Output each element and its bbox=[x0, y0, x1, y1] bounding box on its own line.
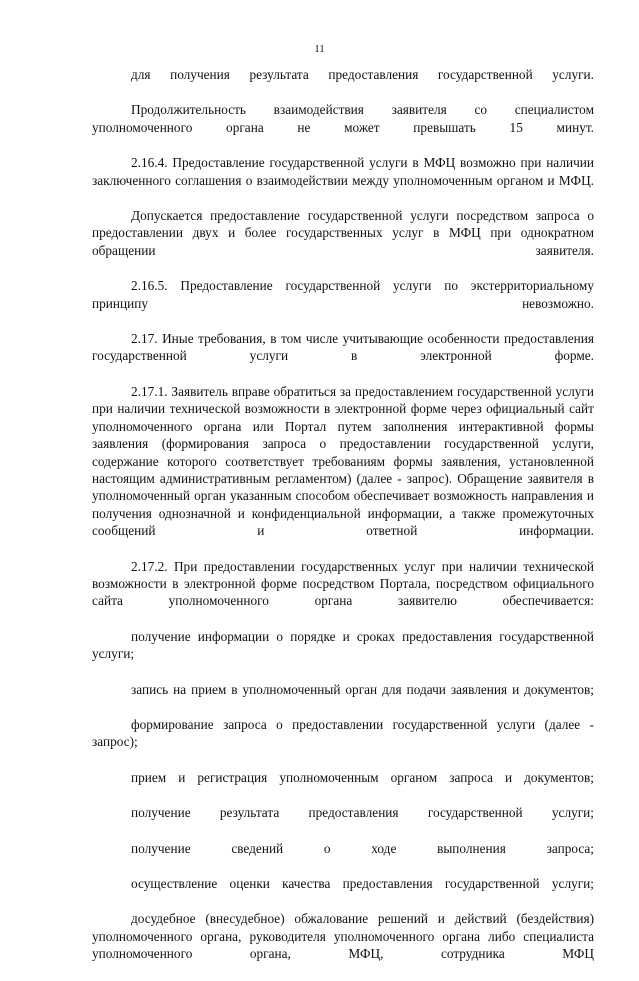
list-item: формирование запроса о предоставлении государственной услуги (далее - запрос); bbox=[92, 716, 594, 750]
list-item: запись на прием в уполномоченный орган для подачи заявления и документов; bbox=[131, 681, 594, 697]
paragraph: 2.17.2. При предоставлении государственных услуг при наличии технической возможности в электронной форме посредством Портала, посредством официального сайта уполномоченного органа заявителю обеспечивается: bbox=[92, 558, 594, 609]
paragraph: 2.17. Иные требования, в том числе учитывающие особенности предоставления государственной услуги в электронной форме. bbox=[92, 331, 594, 364]
list-item: получение сведений о ходе выполнения запроса; bbox=[131, 840, 594, 856]
list-item: получение результата предоставления государственной услуги; bbox=[131, 805, 594, 821]
paragraph: 2.16.5. Предоставление государственной услуги по экстерриториальному принципу невозможно. bbox=[92, 278, 594, 311]
paragraph: 2.16.4. Предоставление государственной услуги в МФЦ возможно при наличии заключенного соглашения о взаимодействии между уполномоченным органом и МФЦ. bbox=[92, 155, 594, 188]
page-number: 11 bbox=[314, 43, 325, 55]
list-item: осуществление оценки качества предоставления государственной услуги; bbox=[131, 876, 594, 891]
paragraph: Допускается предоставление государственной услуги посредством запроса о предоставлении двух и более государственных услуг в МФЦ при однократном обращении заявителя. bbox=[92, 208, 594, 258]
paragraph: Продолжительность взаимодействия заявителя со специалистом уполномоченного органа не может превышать 15 минут. bbox=[92, 102, 594, 135]
list-item: получение информации о порядке и сроках предоставления государственной услуги; bbox=[92, 628, 594, 662]
paragraph: для получения результата предоставления государственной услуги. bbox=[131, 67, 594, 82]
paragraph: 2.17.1. Заявитель вправе обратиться за предоставлением государственной услуги при наличии технической возможности в электронной форме через официальный сайт уполномоченного органа или Портал путем заполнения интерактивной формы заявления (формирования запроса о предоставлении государственной услуги, содержание которого соответствует требованиям формы заявления, установленной настоящим административным регламентом) (далее - запрос). Обращение заявителя в уполномоченный орган указанным способом обеспечивает возможность направления и получения однозначной и конфиденциальной информации, а также промежуточных сообщений и ответной информации. bbox=[92, 383, 594, 539]
document-body bbox=[92, 66, 594, 981]
list-item: досудебное (внесудебное) обжалование решений и действий (бездействия) уполномоченного органа, руководителя уполномоченного органа либо специалиста уполномоченного органа, МФЦ, сотрудника МФЦ bbox=[92, 911, 594, 962]
list-item: прием и регистрация уполномоченным органом запроса и документов; bbox=[131, 769, 594, 785]
